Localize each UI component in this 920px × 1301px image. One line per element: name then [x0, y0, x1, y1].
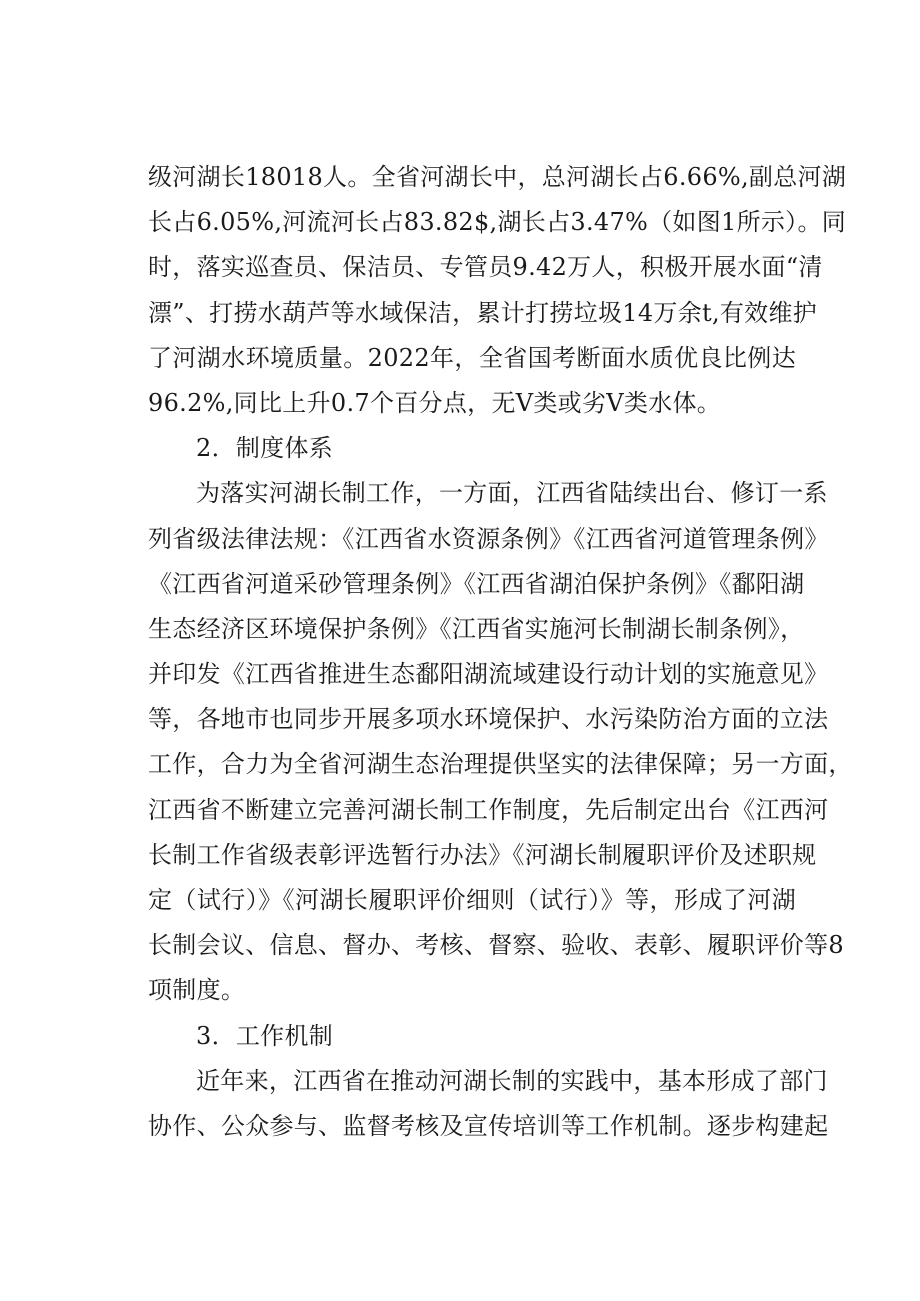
paragraph-line: 长占6.05%,河流河长占83.82$,湖长占3.47%（如图1所示）。同: [148, 208, 847, 237]
section-heading-2: 2．制度体系: [196, 434, 334, 463]
paragraph-line: 列省级法律法规：《江西省水资源条例》《江西省河道管理条例》: [148, 524, 829, 553]
paragraph-line: 近年来，江西省在推动河湖长制的实践中，基本形成了部门: [196, 1066, 828, 1095]
paragraph-line: 级河湖长18018人。全省河湖长中，总河湖长占6.66%,副总河湖: [148, 163, 847, 191]
paragraph-line: 时，落实巡查员、保洁员、专管员9.42万人，积极开展水面“清: [148, 253, 823, 282]
paragraph-line: 长制会议、信息、督办、考核、督察、验收、表彰、履职评价等8: [148, 931, 844, 960]
paragraph-line: 工作，合力为全省河湖生态治理提供坚实的法律保障；另一方面，: [148, 750, 853, 779]
paragraph-line: 长制工作省级表彰评选暂行办法》《河湖长制履职评价及述职规: [148, 840, 817, 869]
paragraph-line: 定（试行）》《河湖长履职评价细则（试行）》等，形成了河湖: [148, 886, 796, 914]
paragraph-line: 项制度。: [148, 976, 246, 1005]
paragraph-line: 等，各地市也同步开展多项水环境保护、水污染防治方面的立法: [148, 705, 829, 734]
paragraph-line: 《江西省河道采砂管理条例》《江西省湖泊保护条例》《鄱阳湖: [148, 569, 805, 598]
paragraph-line: 漂”、打捞水葫芦等水域保洁，累计打捞垃圾14万余t,有效维护: [148, 298, 818, 327]
body-text: [148, 155, 853, 1149]
section-heading-3: 3．工作机制: [196, 1021, 334, 1050]
paragraph-line: 江西省不断建立完善河湖长制工作制度，先后制定出台《江西河: [148, 795, 829, 824]
paragraph-line: 生态经济区环境保护条例》《江西省实施河长制湖长制条例》，: [148, 614, 805, 643]
paragraph-line: 为落实河湖长制工作，一方面，江西省陆续出台、修订一系: [196, 479, 828, 508]
paragraph-line: 协作、公众参与、监督考核及宣传培训等工作机制。逐步构建起: [148, 1111, 829, 1140]
paragraph-line: 了河湖水环境质量。2022年，全省国考断面水质优良比例达: [148, 343, 796, 372]
paragraph-line: 96.2%,同比上升0.7个百分点，无V类或劣V类水体。: [148, 388, 722, 417]
paragraph-line: 并印发《江西省推进生态鄱阳湖流域建设行动计划的实施意见》: [148, 660, 829, 689]
